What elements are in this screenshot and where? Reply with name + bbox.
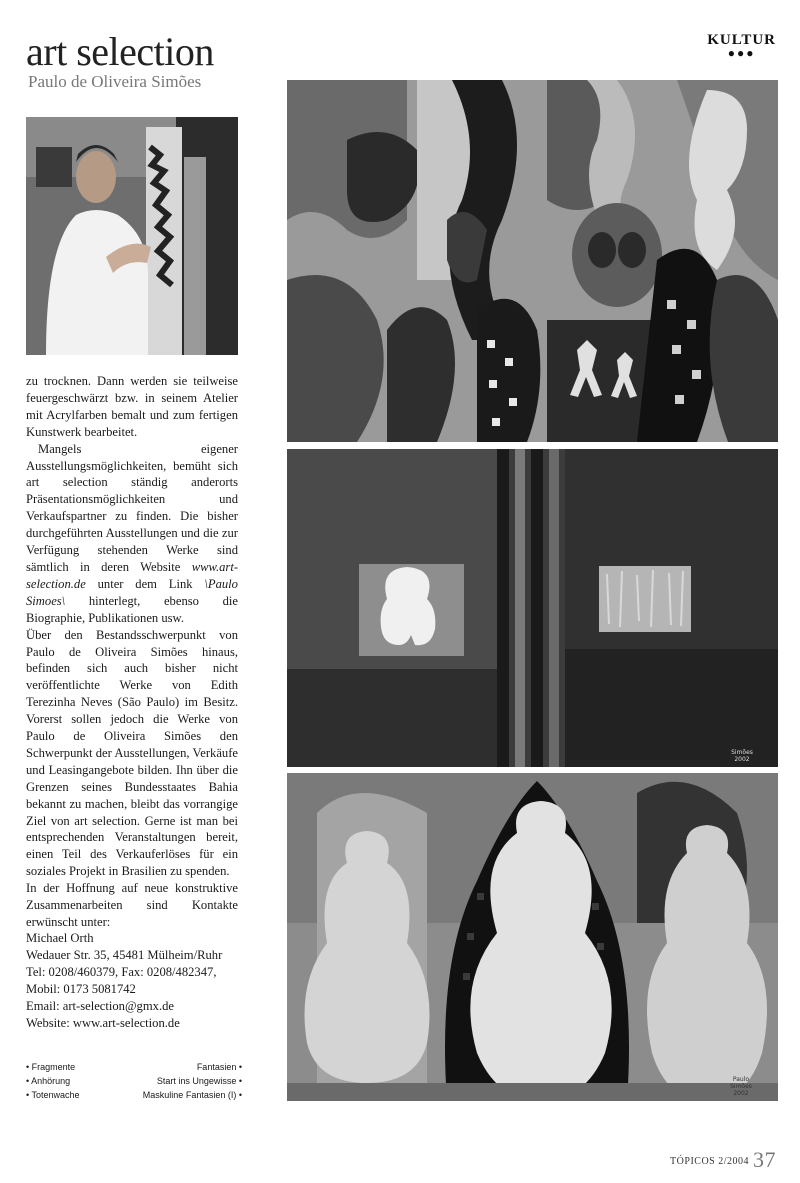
artist-photo [26, 117, 238, 355]
website-url: www.art-selection.de [26, 559, 239, 591]
contact-website: Website: www.art-selection.de [26, 1016, 180, 1030]
paragraph-2-text: Mangels eigener Ausstellungsmöglichkeiten, bemüht sich art selection ständig anderorts Präsentationsmöglichkeiten und Verkaufspartner zu finden. Die bisher durchgeführten Ausstellungen und die zur Verfügung stehenden Werke sind sämtlich in deren [26, 441, 238, 574]
contact-email: Email: art-selection@gmx.de [26, 999, 174, 1013]
painting-signature: Simões 2002 [731, 749, 753, 763]
caption-right: Start ins Ungewisse • [156, 1076, 242, 1086]
contact-phone: Tel: 0208/460379, Fax: 0208/482347, [26, 965, 217, 979]
painting-totenwache [287, 773, 778, 1101]
issue-label: TÓPICOS 2/2004 [670, 1156, 749, 1167]
caption-left: • Fragmente [26, 1062, 76, 1072]
caption-right: Fantasien • [196, 1062, 242, 1072]
contact-name: Michael Orth [26, 931, 94, 945]
website-mid: unter dem Link [97, 576, 193, 591]
body-paragraph-2 [26, 441, 238, 627]
contact-block [26, 930, 266, 1032]
article-title: art selection [26, 29, 214, 74]
section-dots: ●●● [727, 46, 756, 60]
body-paragraph-3: Über den Bestandsschwerpunkt von Paulo de Oliveira Simões hinaus, befinden sich auch bisher nicht veröffentlichte Werke von Edith Terezinha Neves (São Paulo) im Besitz. Vorerst sollen jedoch die Werke von Paulo de Oliveira Simões den Schwerpunkt der Ausstellungen, Verkäufe und Leasingangebote bilden. Ihn über die Grenzen seines Bundesstaates Bahia bekannt zu machen, bleibt das vorrangige Ziel von art selection. Gerne ist man bei entsprechenden Veranstaltungen bereit, einen Teil des Verkauferlöses für ein soziales Projekt in Brasilien zu spenden. [26, 627, 238, 879]
website-intro: Website [140, 559, 181, 574]
caption-row [26, 1074, 242, 1088]
caption-right: Maskuline Fantasien (I) • [142, 1090, 242, 1100]
contact-address: Wedauer Str. 35, 45481 Mülheim/Ruhr [26, 948, 223, 962]
painting-anhoerung [287, 449, 778, 767]
contact-mobile: Mobil: 0173 5081742 [26, 982, 136, 996]
website-tail: hinterlegt, ebenso die Biographie, Publikationen usw. [26, 593, 238, 625]
caption-row [26, 1088, 242, 1102]
section-name: KULTUR [707, 32, 776, 48]
artist-link: \Paulo Simoes\ [26, 576, 238, 608]
body-paragraph-4: In der Hoffnung auf neue konstruktive Zusammenarbeiten sind Kontakte erwünscht unter: [26, 881, 238, 929]
article-body [26, 373, 238, 931]
caption-left: • Anhörung [26, 1076, 71, 1086]
section-label [707, 32, 776, 60]
page-number: 37 [753, 1147, 776, 1172]
page-footer [670, 1147, 776, 1173]
article-subtitle: Paulo de Oliveira Simões [28, 72, 202, 91]
painting-signature: Paulo Simões 2002 [730, 1076, 752, 1097]
body-paragraph-1: zu trocknen. Dann werden sie teilweise feuergeschwärzt bzw. in seinem Atelier mit Acrylfarben bemalt und zum fertigen Kunstwerk bearbeitet. [26, 374, 238, 439]
caption-left: • Totenwache [26, 1090, 80, 1100]
caption-row [26, 1060, 242, 1074]
painting-fragmente [287, 80, 778, 442]
painting-captions [26, 1060, 242, 1102]
